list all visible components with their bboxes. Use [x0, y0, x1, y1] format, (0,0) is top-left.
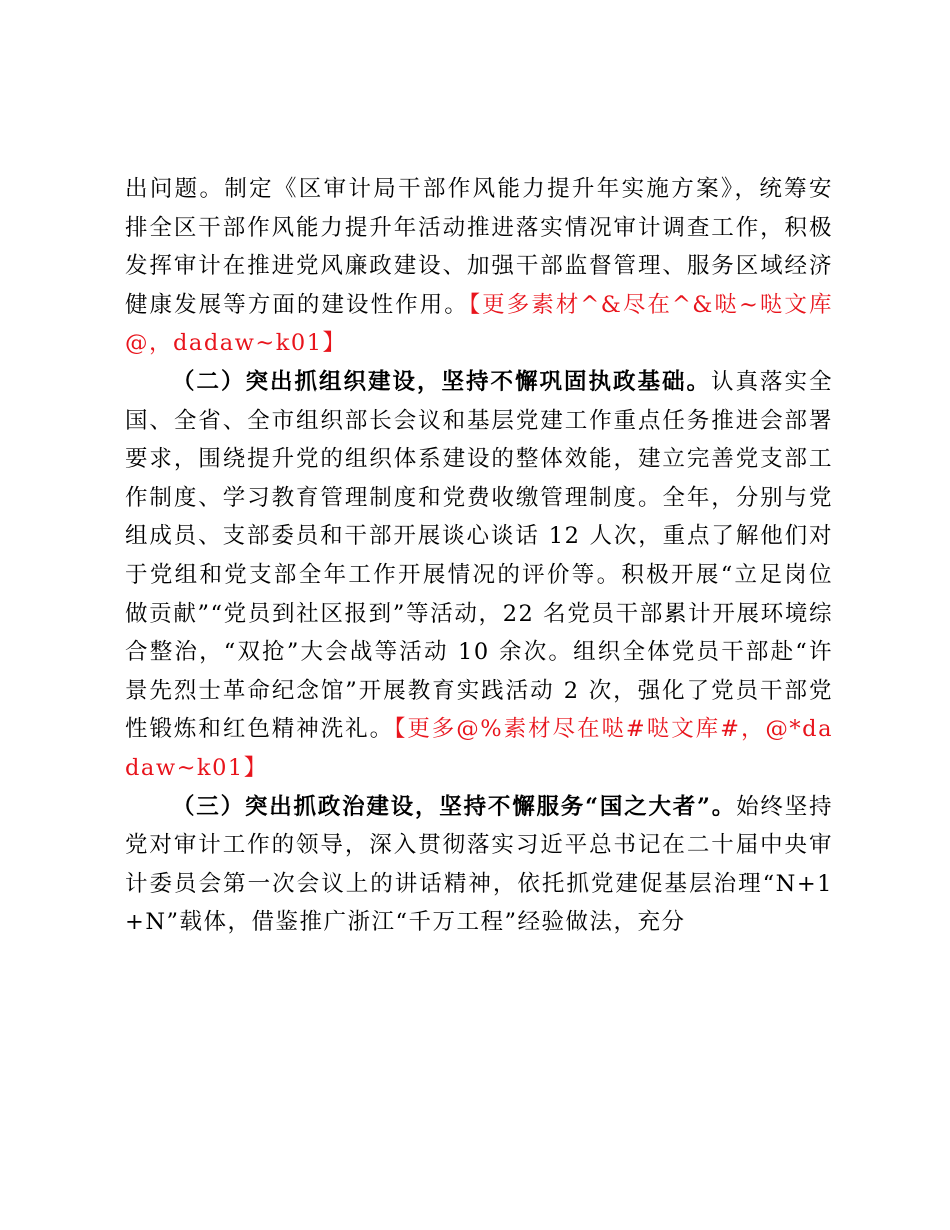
- paragraph-body-text: 始终坚持党对审计工作的领导，深入贯彻落实习近平总书记在二十届中央审计委员会第一次会议上的讲话精神，依托抓党建促基层治理“N+1+N”载体，借鉴推广浙江“千万工程”经验做法，充分: [125, 793, 833, 936]
- paragraph-body-text: 出问题。制定《区审计局干部作风能力提升年实施方案》，统筹安排全区干部作风能力提升年活动推进落实情况审计调查工作，积极发挥审计在推进党风廉政建设、加强干部监督管理、服务区域经济健康发展等方面的建设性作用。: [125, 176, 833, 318]
- section-heading-3: （三）突出抓政治建设，坚持不懈服务“国之大者”。: [172, 793, 737, 820]
- paragraph-body-text: 认真落实全国、全省、全市组织部长会议和基层党建工作重点任务推进会部署要求，围绕提升党的组织体系建设的整体效能，建立完善党支部工作制度、学习教育管理制度和党费收缴管理制度。全年，分别与党组成员、支部委员和干部开展谈心谈话 12 人次，重点了解他们对于党组和党支部全年工作开展情况的评价等。积极开展“立足岗位做贡献”“党员到社区报到”等活动，22 名党员干部累计开展环境综合整治，“双抢”大会战等活动 10 余次。组织全体党员干部赴“许景先烈士革命纪念馆”开展教育实践活动 2 次，强化了党员干部党性锻炼和红色精神洗礼。: [125, 368, 833, 743]
- section-heading-2: （二）突出抓组织建设，坚持不懈巩固执政基础。: [172, 368, 711, 395]
- paragraph-continuation: [125, 170, 833, 363]
- document-body: [125, 170, 833, 942]
- promo-watermark-text: 【更多素材^&尽在^&哒~哒文库@，dadaw~k01】: [125, 291, 833, 357]
- paragraph-organization-building: [125, 363, 833, 788]
- paragraph-political-building: [125, 788, 833, 942]
- promo-watermark-text: 【更多@%素材尽在哒#哒文库#，@*dadaw~k01】: [125, 716, 833, 781]
